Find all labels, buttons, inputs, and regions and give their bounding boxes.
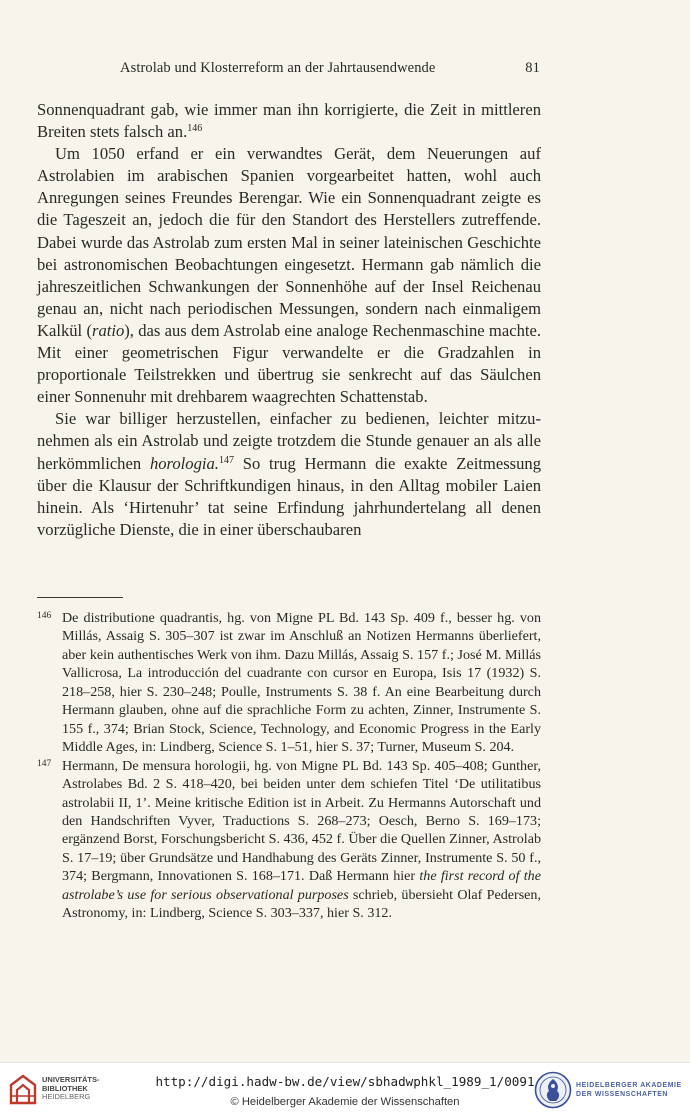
footnote-ref-146[interactable]: 146	[187, 123, 203, 135]
permalink-url[interactable]: http://digi.hadw-bw.de/view/sbhadwphkl_1989_1/0091	[155, 1074, 535, 1089]
page-number: 81	[525, 60, 540, 76]
viewer-footer	[0, 1062, 690, 1115]
footnote-number: 147	[37, 758, 52, 769]
footnote-147: 147 Hermann, De mensura horologii, hg. von Migne PL Bd. 143 Sp. 405–408; Gunther, Astrolabes Bd. 2 S. 418–420, bei beiden unter dem schiefen Titel ‘De utilitatibus astrolabii II, 1’. Meine kritische Edition ist in Arbeit. Zu Hermanns Autorschaft und den Handschriften Vyver, Traductions S. 268–273; Oesch, Berno S. 169–173; ergänzend Borst, Forschungsbericht S. 436, 452 f. Über die Quellen Zinner, Astrolab S. 17–19; über Grundsätze und Handhabung des Geräts Zinner, Instrumente S. 50 f., 374; Bergmann, Innovationen S. 168–171. Daß Hermann hier the first record of the astrolabe’s use for serious observational purposes schrieb, übersieht Olaf Pedersen, Astronomy, in: Lindberg, Science S. 303–337, hier S. 312.	[37, 757, 542, 922]
body-text	[37, 99, 541, 541]
academy-label: HEIDELBERGER AKADEMIE DER WISSENSCHAFTEN	[576, 1082, 682, 1098]
footnote-146	[37, 609, 541, 757]
footnote-divider	[37, 597, 123, 598]
footnote-number: 146	[37, 611, 52, 621]
footnote-text: De distributione quadrantis, hg. von Migne PL Bd. 143 Sp. 409 f., besser hg. von Millás, Assaig S. 305–307 ist zwar im Anschluß an Notizen Hermanns überliefert, aber kein authentisches Werk von ihm. Dazu Millás, Assaig S. 157 f.; José M. Millás Vallicrosa, La introducción del cuadrante con cursor en Europa, Isis 17 (1932) S. 218–258, hier S. 230–248; Poulle, Instruments S. 38 f. An eine Bearbeitung durch Hermann glauben, ohne auf die sprachliche Form zu achten, Zinner, Instrumente S. 155 f., 374; Brian Stock, Science, Technology, and Economic Progress in the Early Middle Ages, in: Lindberg, Science S. 1–51, hier S. 37; Turner, Museum S. 204.	[62, 610, 541, 756]
copyright-notice: © Heidelberger Akademie der Wissenschaften	[230, 1096, 460, 1108]
footnote-ref-147[interactable]: 147	[218, 454, 234, 466]
paragraph-3: Sie war billiger herzustellen, einfacher zu bedienen, leichter mitzunehmen als ein Astrolab und zeigte trotzdem die Stunde genauer an als alle herkömmlichen horologia.$^{147}$ So trug Hermann die exakte Zeitmessung über die Klausur der Schriftkundigen hinaus, in den Alltag mobiler Laien hinein. Als ‘Hirtenuhr’ tat seine Erfindung jahrhundertelang all denen vorzügliche Dienste, die in einer überschaubaren	[37, 409, 541, 539]
university-library-label: UNIVERSITÄTS- BIBLIOTHEK HEIDELBERG	[42, 1075, 100, 1102]
paragraph-1: Sonnenquadrant gab, wie immer man ihn korrigierte, die Zeit in mittleren Breiten stets falsch an.$^{146}$	[37, 100, 541, 142]
footnotes	[37, 609, 541, 923]
academy-seal-icon[interactable]	[534, 1071, 572, 1109]
running-title: Astrolab und Klosterreform an der Jahrtausendwende	[120, 60, 436, 76]
paragraph-2: Um 1050 erfand er ein verwandtes Gerät, dem Neuerungen auf Astrolabien im arabischen Spanien vorgearbeitet hatten, wohl auch Anregungen seines Freundes Berengar. Wie ein Sonnenquadrant zeigte es die Tageszeit an, jedoch die für den Standort des Herstellers zutreffende. Dabei wurde das Astrolab zum ersten Mal in seiner lateinischen Geschichte bei astronomischen Beobachtungen eingesetzt. Hermann gab nämlich die jahreszeitlichen Schwankungen der Sonnenhöhe auf der Insel Reichenau genau an, nicht nach periodischen Messungen, sondern nach einmaligem Kalkül (ratio), das aus dem Astrolab eine analoge Rechenmaschine machte. Mit einer geometrischen Figur verwandelte er die Gradzahlen in proportionale Teilstrekken und übertrug sie senkrecht auf das Säulchen einer Sonnenuhr mit drehbarem waagrechten Schattenstab.	[37, 144, 541, 407]
running-head	[120, 60, 540, 80]
